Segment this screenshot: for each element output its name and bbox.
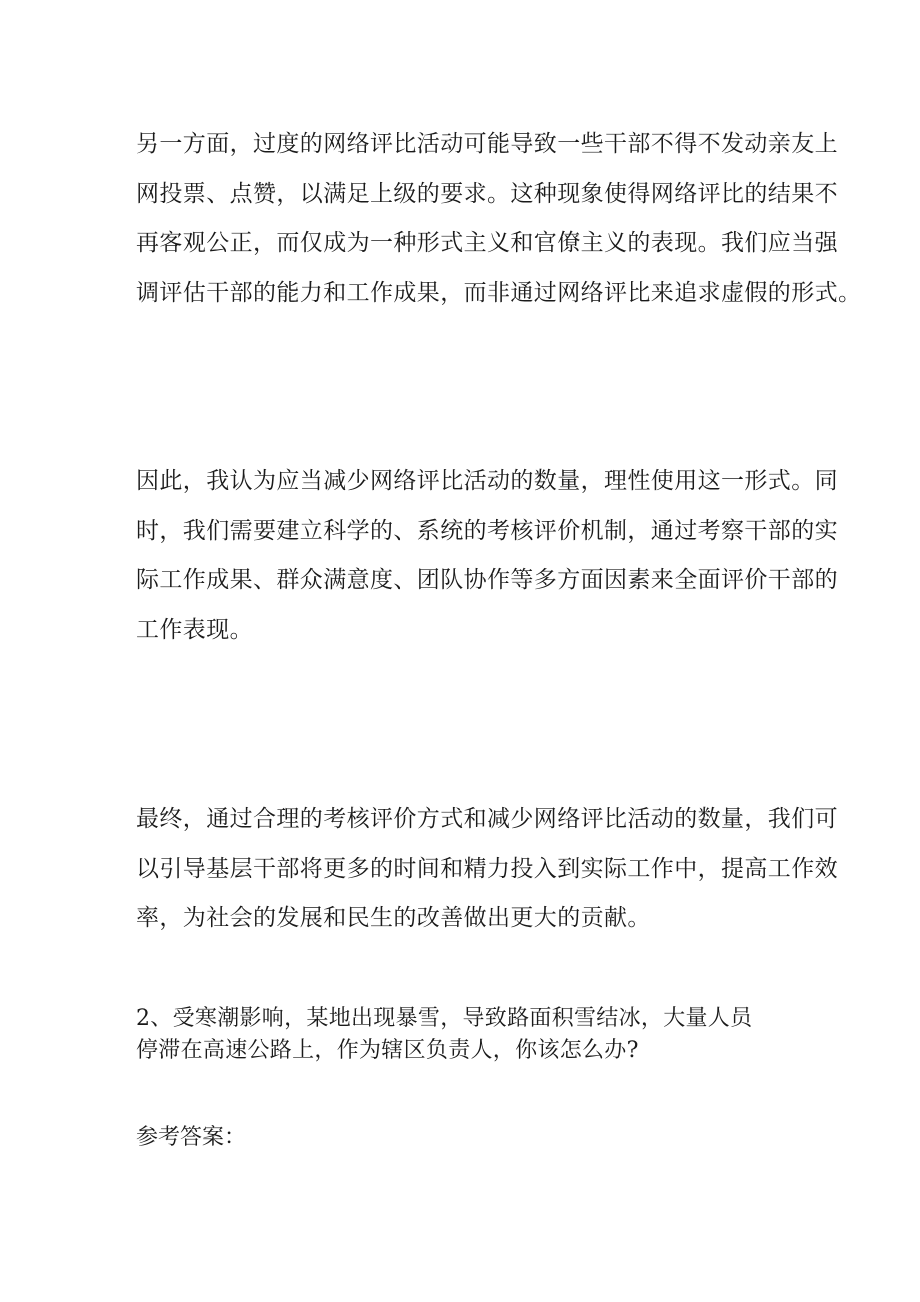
paragraph-line: 最终，通过合理的考核评价方式和减少网络评比活动的数量，我们可 <box>136 806 838 832</box>
paragraph-line: 调评估干部的能力和工作成果，而非通过网络评比来追求虚假的形式。 <box>136 279 862 306</box>
paragraph-line: 因此，我认为应当减少网络评比活动的数量，理性使用这一形式。同 <box>136 468 838 494</box>
paragraph-recommendation <box>136 457 838 655</box>
paragraph-line: 另一方面，过度的网络评比活动可能导致一些干部不得不发动亲友上 <box>136 131 838 157</box>
paragraph-line: 工作表现。 <box>136 616 253 643</box>
question-line: 停滞在高速公路上，作为辖区负责人，你该怎么办? <box>136 1038 639 1063</box>
paragraph-conclusion <box>136 795 838 944</box>
question-line: 2、受寒潮影响，某地出现暴雪，导致路面积雪结冰，大量人员 <box>136 1006 753 1031</box>
reference-answer-label: 参考答案： <box>136 1125 247 1150</box>
paragraph-line: 以引导基层干部将更多的时间和精力投入到实际工作中，提高工作效 <box>136 855 838 882</box>
paragraph-network-evaluation-drawbacks <box>136 120 861 318</box>
paragraph-line: 时，我们需要建立科学的、系统的考核评价机制，通过考察干部的实 <box>136 517 838 544</box>
paragraph-line: 再客观公正，而仅成为一种形式主义和官僚主义的表现。我们应当强 <box>136 230 838 256</box>
paragraph-line: 率，为社会的发展和民生的改善做出更大的贡献。 <box>136 905 651 931</box>
question-2 <box>136 1003 752 1067</box>
paragraph-line: 网投票、点赞，以满足上级的要求。这种现象使得网络评比的结果不 <box>136 180 838 207</box>
paragraph-line: 际工作成果、群众满意度、团队协作等多方面因素来全面评价干部的 <box>136 567 838 593</box>
